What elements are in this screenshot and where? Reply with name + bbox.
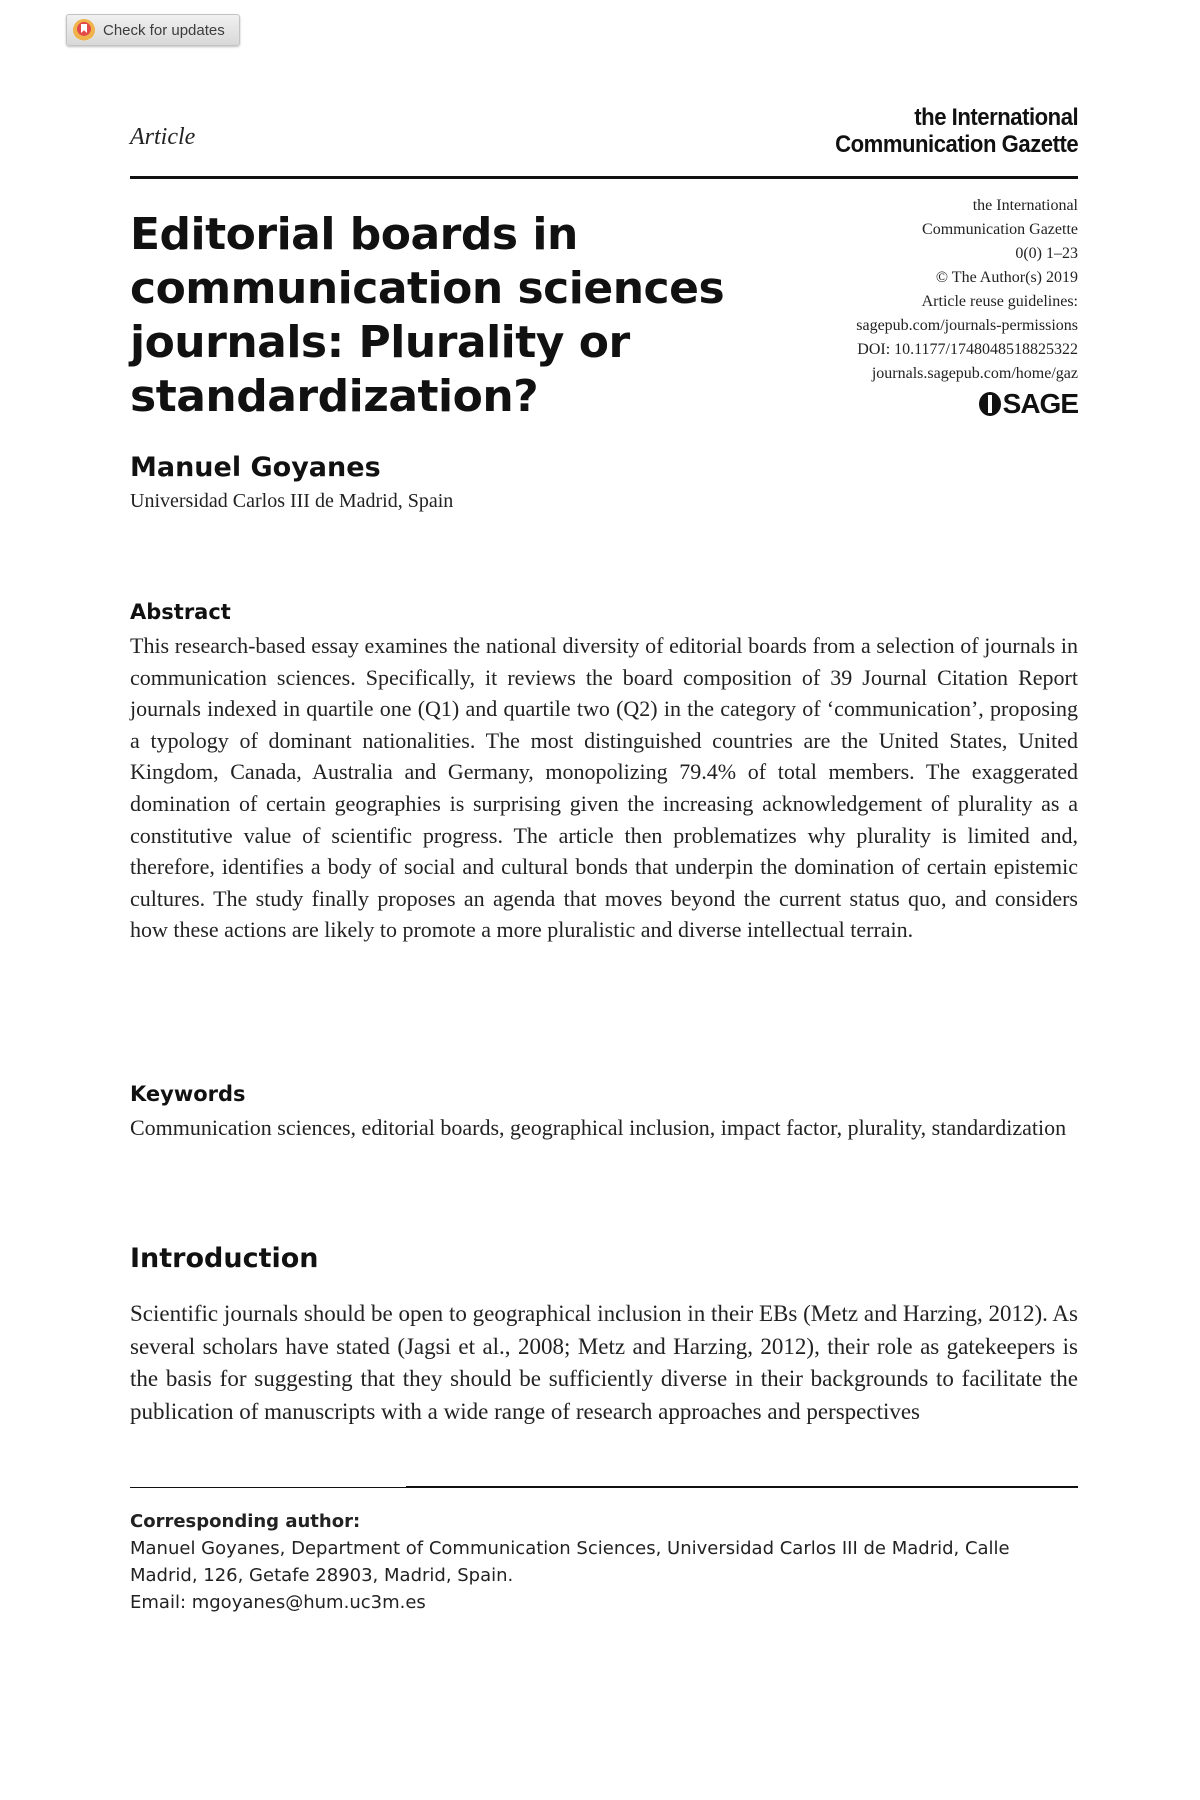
corresponding-author-address: Manuel Goyanes, Department of Communication Sciences, Universidad Carlos III de Madrid, Calle Madrid, 126, Getafe 28903, Madrid, Spain.: [130, 1538, 1010, 1586]
keywords-heading: Keywords: [130, 1082, 246, 1106]
article-title: Editorial boards in communication sciences journals: Plurality or standardization?: [130, 209, 725, 422]
footnote-divider: [130, 1487, 406, 1488]
meta-volume: 0(0) 1–23: [1015, 245, 1078, 262]
check-for-updates-button[interactable]: [66, 14, 240, 46]
abstract-heading: Abstract: [130, 600, 231, 624]
corresponding-author-email[interactable]: Email: mgoyanes@hum.uc3m.es: [130, 1592, 426, 1613]
journal-brand-line2: Communication Gazette: [834, 131, 1078, 158]
meta-reuse-link[interactable]: sagepub.com/journals-permissions: [856, 317, 1078, 334]
meta-reuse-label: Article reuse guidelines:: [921, 293, 1078, 310]
check-for-updates-label: Check for updates: [103, 21, 225, 39]
bookmark-update-icon: [73, 19, 95, 41]
sage-logo-text: SAGE: [1002, 388, 1078, 419]
sage-logo-icon: [979, 392, 1001, 416]
meta-journal-line1: the International: [972, 197, 1078, 214]
journal-brand: [835, 104, 1078, 158]
author-affiliation: Universidad Carlos III de Madrid, Spain: [130, 490, 454, 512]
header-divider: [130, 176, 1078, 179]
sage-logo: [979, 388, 1078, 419]
article-type-label: Article: [130, 124, 196, 150]
footnote-divider-long: [406, 1486, 1078, 1488]
introduction-text: Scientific journals should be open to geographical inclusion in their EBs (Metz and Harzing, 2012). As several scholars have stated (Jagsi et al., 2008; Metz and Harzing, 2012), their role as gatekeepers is the basis for suggesting that they should be sufficiently diverse in their backgrounds to facilitate the publication of manuscripts with a wide range of research approaches and perspectives: [130, 1301, 1078, 1424]
corresponding-author-footnote: [130, 1508, 1078, 1616]
introduction-heading: Introduction: [130, 1243, 319, 1274]
corresponding-author-label: Corresponding author:: [130, 1511, 361, 1532]
article-meta: [758, 194, 1078, 424]
meta-journal-link[interactable]: journals.sagepub.com/home/gaz: [871, 365, 1078, 382]
meta-copyright: © The Author(s) 2019: [935, 269, 1078, 286]
meta-journal-line2: Communication Gazette: [922, 221, 1078, 238]
abstract-text: This research-based essay examines the national diversity of editorial boards from a selection of journals in communication sciences. Specifically, it reviews the board composition of 39 Journal Citation Report journals indexed in quartile one (Q1) and quartile two (Q2) in the category of ‘communication’, proposing a typology of dominant nationalities. The most distinguished countries are the United States, United Kingdom, Canada, Australia and Germany, monopolizing 79.4% of total members. The exaggerated domination of certain geographies is surprising given the increasing acknowledgement of plurality as a constitutive value of scientific progress. The article then problematizes why plurality is limited and, therefore, identifies a body of social and cultural bonds that underpin the domination of certain epistemic cultures. The study finally proposes an agenda that moves beyond the current status quo, and considers how these actions are likely to promote a more pluralistic and diverse intellectual terrain.: [130, 633, 1078, 943]
journal-brand-line1: the International: [914, 104, 1078, 131]
author-name: Manuel Goyanes: [130, 452, 381, 483]
keywords-text: Communication sciences, editorial boards, geographical inclusion, impact factor, plurality, standardization: [130, 1115, 1067, 1140]
meta-doi-link[interactable]: DOI: 10.1177/1748048518825322: [857, 341, 1078, 358]
